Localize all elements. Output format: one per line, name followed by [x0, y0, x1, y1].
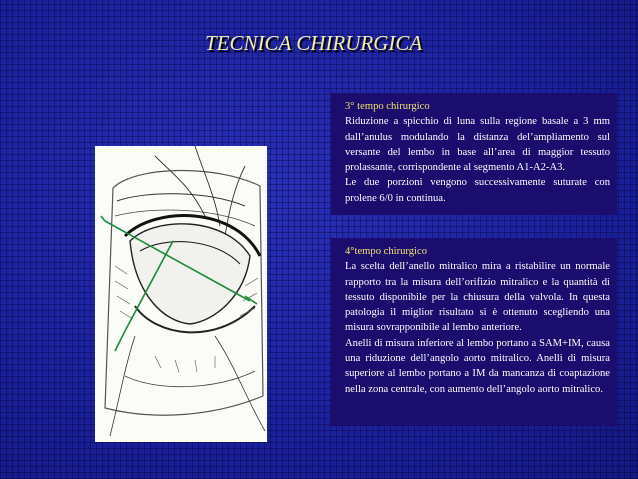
slide-title: TECNICA CHIRURGICA [205, 31, 423, 55]
section-3rd-step-paragraph-1: Riduzione a spicchio di luna sulla regione basale a 3 mm dall’anulus modulando la distanza del’ampliamento sul versante del lembo in base all’area di maggior tessuto prolassante, corrispondente al segmento A1-A2-A3. [345, 116, 610, 174]
section-3rd-step [331, 93, 617, 215]
surgical-illustration [95, 146, 267, 442]
section-4th-step [331, 238, 617, 426]
surgical-illustration-icon [95, 146, 267, 442]
section-4th-step-paragraph-1: La scelta dell’anello mitralico mira a ristabilire un normale rapporto tra la misura dell’orifizio mitralico e la quantità di tessuto disponibile per la chiusura della valvola. In questa patologia il miglior risultato si è ottenuto scegliendo una misura sovrapponibile al lembo anteriore. [345, 261, 610, 334]
section-4th-step-heading: 4°tempo chirurgico [345, 246, 428, 257]
section-3rd-step-paragraph-2: Le due porzioni vengono successivamente suturate con prolene 6/0 in continua. [345, 177, 610, 204]
section-3rd-step-heading: 3° tempo chirurgico [345, 101, 430, 112]
section-4th-step-paragraph-2: Anelli di misura inferiore al lembo portano a SAM+IM, causa una riduzione dell’angolo aorto mitralico. Anelli di misura superiore al lembo portano a IM da mancanza di coaptazione nella zona centrale, con aumento dell’angolo aorto mitralico. [345, 337, 610, 395]
